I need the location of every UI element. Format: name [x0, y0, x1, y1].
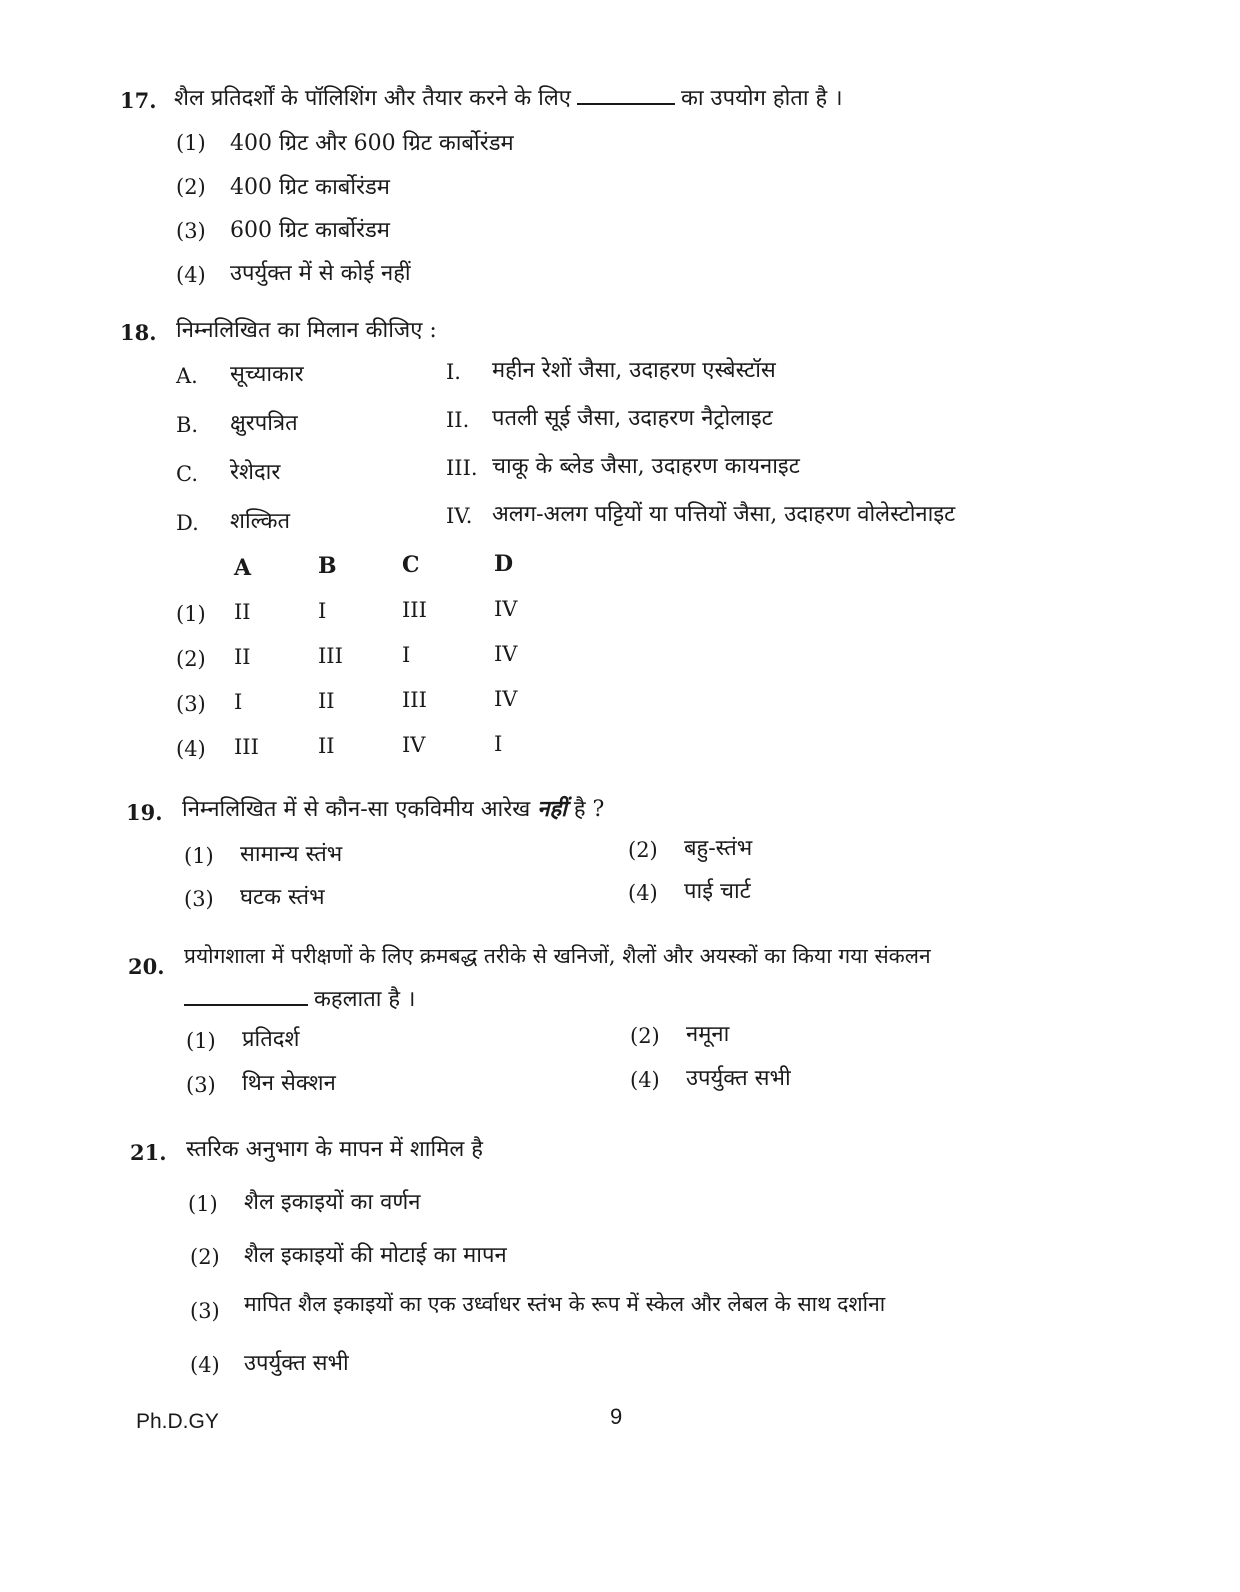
question-text-line	[184, 983, 415, 1013]
table-header: A	[234, 555, 252, 581]
table-cell: IV	[494, 642, 518, 666]
option-number: (1)	[176, 602, 206, 626]
option-number: (3)	[176, 692, 206, 716]
match-left-key: A.	[176, 364, 198, 388]
match-right-key: I.	[446, 360, 461, 384]
option-number: (2)	[190, 1245, 220, 1269]
table-cell: IV	[494, 687, 518, 711]
match-left-text: सूच्याकार	[230, 362, 304, 387]
match-left-key: D.	[176, 511, 199, 535]
question-text-part: शैल प्रतिदर्शों के पॉलिशिंग और तैयार करने के लिए	[174, 86, 571, 111]
option-text: उपर्युक्त में से कोई नहीं	[230, 261, 411, 286]
option-text: नमूना	[686, 1022, 730, 1047]
option-text: उपर्युक्त सभी	[244, 1351, 349, 1376]
match-right-key: III.	[446, 456, 478, 480]
option-number: (2)	[628, 838, 658, 862]
match-left-text: रेशेदार	[230, 460, 281, 485]
option-number: (2)	[630, 1024, 660, 1048]
option-number: (1)	[184, 844, 214, 868]
question-emphasis: नहीं	[537, 796, 567, 822]
match-right-text: चाकू के ब्लेड जैसा, उदाहरण कायनाइट	[492, 454, 800, 479]
question-number: 19.	[126, 800, 163, 825]
table-cell: II	[234, 600, 251, 624]
table-header: B	[318, 553, 337, 579]
option-number: (4)	[176, 263, 206, 287]
match-right-text: अलग-अलग पट्टियों या पत्तियों जैसा, उदाहरण वोलेस्टोनाइट	[492, 502, 956, 527]
option-text: घटक स्तंभ	[240, 885, 325, 910]
question-number: 21.	[130, 1140, 167, 1165]
option-text: शैल इकाइयों की मोटाई का मापन	[244, 1243, 507, 1268]
table-cell: IV	[494, 597, 518, 621]
table-cell: III	[402, 598, 427, 622]
option-number: (4)	[176, 737, 206, 761]
option-number: (1)	[186, 1029, 216, 1053]
match-left-key: B.	[176, 413, 199, 437]
question-number: 17.	[120, 88, 157, 113]
question-text-part: निम्नलिखित में से कौन-सा एकविमीय आरेख	[182, 797, 531, 822]
option-number: (3)	[190, 1299, 220, 1323]
table-cell: II	[234, 645, 251, 669]
option-number: (2)	[176, 647, 206, 671]
answer-blank	[184, 1003, 308, 1006]
table-cell: III	[234, 735, 259, 759]
table-cell: I	[234, 690, 243, 714]
table-cell: I	[318, 599, 327, 623]
match-left-text: शल्कित	[230, 509, 291, 534]
question-number: 18.	[120, 320, 157, 345]
page-number: 9	[610, 1404, 623, 1429]
option-text: सामान्य स्तंभ	[240, 842, 343, 867]
match-right-text: महीन रेशों जैसा, उदाहरण एस्बेस्टॉस	[492, 358, 776, 383]
option-text: उपर्युक्त सभी	[686, 1066, 791, 1091]
table-cell: III	[402, 688, 427, 712]
option-number: (2)	[176, 175, 206, 199]
table-cell: III	[318, 644, 343, 668]
match-right-key: II.	[446, 408, 470, 432]
question-number: 20.	[128, 954, 165, 979]
option-text: थिन सेक्शन	[242, 1071, 336, 1096]
option-number: (3)	[186, 1073, 216, 1097]
option-text: पाई चार्ट	[684, 879, 751, 904]
answer-blank	[577, 102, 675, 105]
question-text-part: कहलाता है ।	[314, 987, 416, 1012]
option-number: (4)	[628, 881, 658, 905]
match-left-key: C.	[176, 462, 198, 486]
option-text: बहु-स्तंभ	[684, 836, 753, 861]
match-right-key: IV.	[446, 504, 473, 528]
table-cell: II	[318, 689, 335, 713]
table-cell: IV	[402, 733, 426, 757]
question-text-part: है ?	[573, 797, 605, 822]
option-number: (4)	[630, 1068, 660, 1092]
table-header: D	[494, 551, 514, 577]
question-text-line: प्रयोगशाला में परीक्षणों के लिए क्रमबद्ध तरीके से खनिजों, शैलों और अयस्कों का किया गया संकलन	[184, 944, 931, 968]
option-text: प्रतिदर्श	[242, 1027, 300, 1052]
option-number: (1)	[188, 1192, 218, 1216]
option-text: मापित शैल इकाइयों का एक उर्ध्वाधर स्तंभ के रूप में स्केल और लेबल के साथ दर्शाना	[244, 1292, 886, 1316]
match-right-text: पतली सूई जैसा, उदाहरण नैट्रोलाइट	[492, 406, 773, 431]
paper-code: Ph.D.GY	[136, 1410, 219, 1433]
option-number: (3)	[184, 887, 214, 911]
table-cell: I	[402, 643, 411, 667]
option-number: (3)	[176, 219, 206, 243]
option-text: 600 ग्रिट कार्बोरंडम	[230, 218, 390, 243]
table-cell: II	[318, 734, 335, 758]
option-number: (4)	[190, 1353, 220, 1377]
question-text: स्तरिक अनुभाग के मापन में शामिल है	[186, 1137, 483, 1162]
question-text	[182, 793, 604, 823]
table-header: C	[402, 552, 420, 578]
option-text: 400 ग्रिट कार्बोरंडम	[230, 175, 390, 200]
option-text: 400 ग्रिट और 600 ग्रिट कार्बोरंडम	[230, 131, 514, 156]
question-text: निम्नलिखित का मिलान कीजिए :	[176, 318, 437, 343]
option-number: (1)	[176, 131, 206, 155]
question-text-part: का उपयोग होता है ।	[680, 86, 843, 111]
option-text: शैल इकाइयों का वर्णन	[244, 1190, 421, 1215]
match-left-text: क्षुरपत्रित	[230, 411, 298, 436]
table-cell: I	[494, 732, 503, 756]
question-text	[174, 82, 843, 112]
